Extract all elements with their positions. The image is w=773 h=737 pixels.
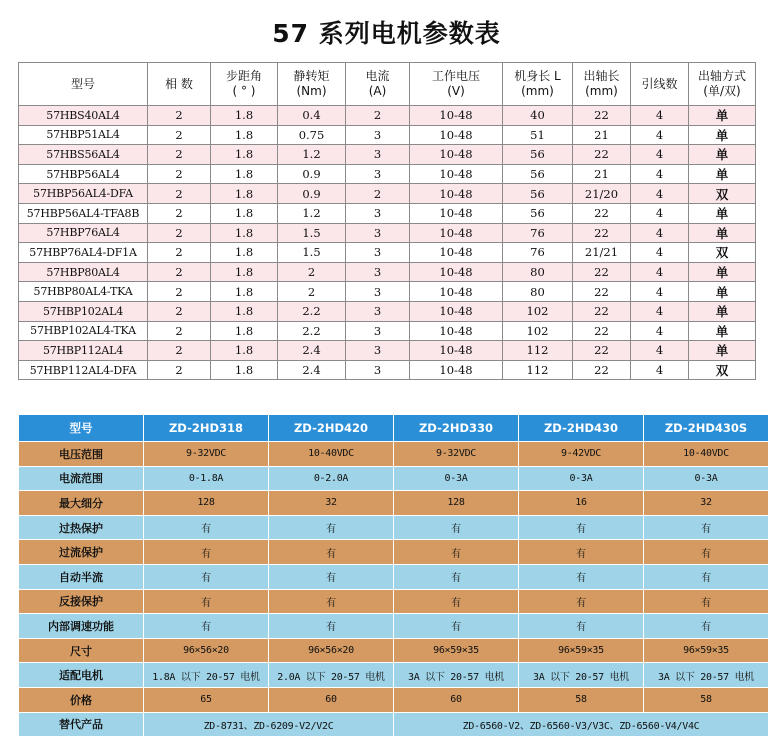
driver-value-cell: 58 <box>519 687 644 712</box>
motor-row <box>19 106 756 126</box>
motor-value-cell: 双 <box>689 184 756 204</box>
motor-value-cell: 单 <box>689 203 756 223</box>
motor-value-cell: 0.75 <box>278 125 346 145</box>
driver-value-cell: 有 <box>269 515 394 540</box>
motor-row <box>19 145 756 165</box>
driver-value-cell: 有 <box>394 515 519 540</box>
motor-value-cell: 2 <box>148 360 211 380</box>
motor-value-cell: 单 <box>689 223 756 243</box>
motor-value-cell: 1.5 <box>278 223 346 243</box>
motor-value-cell: 0.9 <box>278 164 346 184</box>
motor-model-cell: 57HBP102AL4-TKA <box>19 321 148 341</box>
driver-value-cell: 有 <box>394 564 519 589</box>
driver-row-label: 反接保护 <box>19 589 144 614</box>
driver-model-header: ZD-2HD430 <box>519 415 644 442</box>
motor-value-cell: 1.8 <box>211 301 278 321</box>
motor-value-cell: 4 <box>631 301 689 321</box>
motor-value-cell: 22 <box>573 360 631 380</box>
motor-model-cell: 57HBS40AL4 <box>19 106 148 126</box>
motor-header-label: 电流 <box>365 69 390 83</box>
motor-value-cell: 3 <box>346 203 410 223</box>
driver-value-cell: 有 <box>644 589 769 614</box>
driver-value-cell: 96×59×35 <box>394 638 519 663</box>
motor-row <box>19 262 756 282</box>
motor-value-cell: 1.8 <box>211 341 278 361</box>
motor-value-cell: 21/21 <box>573 243 631 263</box>
motor-value-cell: 1.8 <box>211 262 278 282</box>
driver-value-cell: 3A 以下 20-57 电机 <box>519 663 644 688</box>
driver-row <box>19 589 769 614</box>
motor-value-cell: 10-48 <box>410 223 503 243</box>
motor-header-cell <box>346 63 410 106</box>
motor-model-cell: 57HBS56AL4 <box>19 145 148 165</box>
motor-value-cell: 1.8 <box>211 164 278 184</box>
motor-value-cell: 1.8 <box>211 106 278 126</box>
driver-value-cell: 有 <box>269 564 394 589</box>
driver-row <box>19 614 769 639</box>
motor-value-cell: 2 <box>148 341 211 361</box>
driver-value-cell: 有 <box>394 589 519 614</box>
driver-value-cell: 3A 以下 20-57 电机 <box>644 663 769 688</box>
driver-value-cell: 有 <box>394 540 519 565</box>
motor-value-cell: 4 <box>631 125 689 145</box>
driver-row <box>19 687 769 712</box>
driver-row-label: 尺寸 <box>19 638 144 663</box>
motor-value-cell: 10-48 <box>410 203 503 223</box>
motor-header-cell <box>573 63 631 106</box>
motor-value-cell: 3 <box>346 164 410 184</box>
motor-model-cell: 57HBP102AL4 <box>19 301 148 321</box>
driver-row-label: 内部调速功能 <box>19 614 144 639</box>
motor-value-cell: 1.8 <box>211 282 278 302</box>
motor-model-cell: 57HBP80AL4-TKA <box>19 282 148 302</box>
motor-value-cell: 3 <box>346 243 410 263</box>
driver-value-cell: 65 <box>144 687 269 712</box>
motor-model-cell: 57HBP56AL4-TFA8B <box>19 203 148 223</box>
motor-header-cell <box>503 63 573 106</box>
driver-value-cell: 有 <box>269 589 394 614</box>
motor-value-cell: 2.4 <box>278 341 346 361</box>
motor-value-cell: 单 <box>689 164 756 184</box>
motor-value-cell: 22 <box>573 341 631 361</box>
motor-row <box>19 164 756 184</box>
motor-value-cell: 76 <box>503 243 573 263</box>
driver-value-cell: 有 <box>644 564 769 589</box>
motor-header-unit: ( ° ) <box>232 84 256 98</box>
motor-value-cell: 2 <box>148 282 211 302</box>
driver-value-cell: 有 <box>144 564 269 589</box>
motor-value-cell: 1.2 <box>278 145 346 165</box>
motor-value-cell: 10-48 <box>410 243 503 263</box>
driver-value-cell: 有 <box>144 589 269 614</box>
driver-row <box>19 663 769 688</box>
motor-header-unit: (A) <box>368 84 387 98</box>
motor-value-cell: 56 <box>503 145 573 165</box>
driver-value-cell: 58 <box>644 687 769 712</box>
motor-value-cell: 10-48 <box>410 301 503 321</box>
motor-value-cell: 3 <box>346 301 410 321</box>
motor-value-cell: 1.8 <box>211 184 278 204</box>
driver-row-label: 过流保护 <box>19 540 144 565</box>
motor-value-cell: 2.4 <box>278 360 346 380</box>
motor-spec-table <box>18 62 756 380</box>
driver-row <box>19 466 769 491</box>
motor-value-cell: 2 <box>148 145 211 165</box>
motor-value-cell: 3 <box>346 282 410 302</box>
motor-value-cell: 4 <box>631 321 689 341</box>
motor-value-cell: 2 <box>148 164 211 184</box>
driver-value-cell: 32 <box>644 491 769 516</box>
motor-value-cell: 102 <box>503 301 573 321</box>
motor-value-cell: 80 <box>503 282 573 302</box>
motor-value-cell: 56 <box>503 184 573 204</box>
motor-value-cell: 22 <box>573 203 631 223</box>
motor-value-cell: 单 <box>689 145 756 165</box>
driver-row <box>19 515 769 540</box>
driver-value-cell: 有 <box>644 614 769 639</box>
motor-model-cell: 57HBP51AL4 <box>19 125 148 145</box>
motor-model-cell: 57HBP76AL4-DF1A <box>19 243 148 263</box>
motor-value-cell: 2 <box>148 262 211 282</box>
motor-value-cell: 22 <box>573 321 631 341</box>
motor-value-cell: 4 <box>631 106 689 126</box>
motor-value-cell: 1.8 <box>211 125 278 145</box>
motor-value-cell: 21 <box>573 164 631 184</box>
motor-header-unit: (mm) <box>585 84 618 98</box>
motor-value-cell: 4 <box>631 145 689 165</box>
motor-header-cell <box>410 63 503 106</box>
driver-value-cell: 2.0A 以下 20-57 电机 <box>269 663 394 688</box>
motor-value-cell: 1.2 <box>278 203 346 223</box>
motor-value-cell: 3 <box>346 360 410 380</box>
motor-value-cell: 单 <box>689 341 756 361</box>
motor-value-cell: 2 <box>148 223 211 243</box>
motor-model-cell: 57HBP56AL4-DFA <box>19 184 148 204</box>
driver-value-cell: 1.8A 以下 20-57 电机 <box>144 663 269 688</box>
motor-value-cell: 22 <box>573 145 631 165</box>
motor-value-cell: 10-48 <box>410 164 503 184</box>
driver-spec-table <box>18 414 769 737</box>
motor-value-cell: 2 <box>148 125 211 145</box>
motor-value-cell: 4 <box>631 282 689 302</box>
driver-value-cell: 有 <box>144 540 269 565</box>
motor-value-cell: 2 <box>148 243 211 263</box>
motor-value-cell: 10-48 <box>410 145 503 165</box>
motor-value-cell: 10-48 <box>410 262 503 282</box>
motor-value-cell: 51 <box>503 125 573 145</box>
motor-header-label: 静转矩 <box>293 69 330 83</box>
motor-value-cell: 单 <box>689 301 756 321</box>
driver-value-cell: 9-32VDC <box>144 442 269 467</box>
driver-row <box>19 638 769 663</box>
motor-value-cell: 76 <box>503 223 573 243</box>
motor-value-cell: 2 <box>278 262 346 282</box>
motor-header-unit: (V) <box>447 84 465 98</box>
driver-row <box>19 540 769 565</box>
motor-value-cell: 2 <box>148 184 211 204</box>
motor-value-cell: 112 <box>503 341 573 361</box>
motor-value-cell: 112 <box>503 360 573 380</box>
motor-value-cell: 10-48 <box>410 360 503 380</box>
motor-header-unit: (单/双) <box>703 84 741 98</box>
driver-value-cell: 有 <box>519 540 644 565</box>
motor-value-cell: 4 <box>631 164 689 184</box>
driver-replacement-row <box>19 712 769 737</box>
driver-row-label: 替代产品 <box>19 712 144 737</box>
driver-value-cell: 32 <box>269 491 394 516</box>
motor-header-cell <box>148 63 211 106</box>
motor-value-cell: 10-48 <box>410 184 503 204</box>
motor-value-cell: 3 <box>346 223 410 243</box>
driver-value-cell: 有 <box>144 515 269 540</box>
driver-value-cell: 有 <box>519 564 644 589</box>
motor-value-cell: 2 <box>148 106 211 126</box>
driver-value-cell: 10-40VDC <box>644 442 769 467</box>
driver-row <box>19 442 769 467</box>
motor-value-cell: 56 <box>503 203 573 223</box>
motor-header-label: 型号 <box>70 76 95 91</box>
motor-value-cell: 4 <box>631 262 689 282</box>
motor-value-cell: 单 <box>689 125 756 145</box>
motor-model-cell: 57HBP112AL4 <box>19 341 148 361</box>
driver-value-cell: 96×59×35 <box>644 638 769 663</box>
motor-value-cell: 1.8 <box>211 203 278 223</box>
motor-value-cell: 4 <box>631 223 689 243</box>
motor-row <box>19 341 756 361</box>
motor-value-cell: 80 <box>503 262 573 282</box>
driver-value-cell: 60 <box>394 687 519 712</box>
motor-header-label: 出轴方式 <box>697 69 746 83</box>
driver-value-cell: 有 <box>519 515 644 540</box>
driver-row-label: 适配电机 <box>19 663 144 688</box>
driver-value-cell: 有 <box>519 614 644 639</box>
motor-value-cell: 4 <box>631 360 689 380</box>
driver-row-label: 电压范围 <box>19 442 144 467</box>
driver-row-label: 自动半流 <box>19 564 144 589</box>
motor-value-cell: 2.2 <box>278 321 346 341</box>
driver-value-cell: 10-40VDC <box>269 442 394 467</box>
motor-model-cell: 57HBP112AL4-DFA <box>19 360 148 380</box>
driver-value-cell: 有 <box>144 614 269 639</box>
driver-value-cell: 有 <box>644 515 769 540</box>
motor-value-cell: 2 <box>148 203 211 223</box>
driver-row-label: 电流范围 <box>19 466 144 491</box>
motor-value-cell: 40 <box>503 106 573 126</box>
driver-model-header: ZD-2HD330 <box>394 415 519 442</box>
driver-value-cell: 3A 以下 20-57 电机 <box>394 663 519 688</box>
motor-header-label: 相 数 <box>165 76 193 91</box>
motor-model-cell: 57HBP56AL4 <box>19 164 148 184</box>
motor-value-cell: 单 <box>689 262 756 282</box>
motor-value-cell: 1.8 <box>211 321 278 341</box>
motor-header-cell <box>689 63 756 106</box>
driver-value-cell: 96×59×35 <box>519 638 644 663</box>
driver-row-label: 最大细分 <box>19 491 144 516</box>
motor-model-cell: 57HBP76AL4 <box>19 223 148 243</box>
motor-row <box>19 223 756 243</box>
motor-header-cell <box>211 63 278 106</box>
motor-value-cell: 10-48 <box>410 106 503 126</box>
driver-value-cell: 0-2.0A <box>269 466 394 491</box>
motor-value-cell: 1.8 <box>211 360 278 380</box>
motor-row <box>19 203 756 223</box>
driver-value-cell: 有 <box>394 614 519 639</box>
driver-value-cell: 9-42VDC <box>519 442 644 467</box>
driver-value-cell: 0-3A <box>519 466 644 491</box>
motor-value-cell: 22 <box>573 106 631 126</box>
motor-value-cell: 0.9 <box>278 184 346 204</box>
motor-header-label: 引线数 <box>641 76 678 91</box>
motor-value-cell: 单 <box>689 106 756 126</box>
motor-value-cell: 21 <box>573 125 631 145</box>
motor-value-cell: 10-48 <box>410 321 503 341</box>
motor-value-cell: 单 <box>689 282 756 302</box>
motor-header-label: 步距角 <box>225 69 262 83</box>
motor-value-cell: 3 <box>346 125 410 145</box>
motor-header-unit: (mm) <box>521 84 554 98</box>
driver-value-cell: 128 <box>144 491 269 516</box>
motor-value-cell: 2 <box>278 282 346 302</box>
motor-header-unit: (Nm) <box>296 84 327 98</box>
driver-row-label: 过热保护 <box>19 515 144 540</box>
motor-value-cell: 10-48 <box>410 282 503 302</box>
motor-value-cell: 2 <box>148 301 211 321</box>
driver-row <box>19 491 769 516</box>
driver-value-cell: 128 <box>394 491 519 516</box>
motor-value-cell: 10-48 <box>410 125 503 145</box>
motor-value-cell: 1.8 <box>211 243 278 263</box>
motor-value-cell: 2 <box>346 106 410 126</box>
motor-value-cell: 双 <box>689 243 756 263</box>
motor-value-cell: 3 <box>346 262 410 282</box>
motor-header-cell <box>631 63 689 106</box>
motor-value-cell: 单 <box>689 321 756 341</box>
driver-header-label: 型号 <box>19 415 144 442</box>
driver-model-header: ZD-2HD430S <box>644 415 769 442</box>
motor-value-cell: 22 <box>573 262 631 282</box>
motor-row <box>19 321 756 341</box>
motor-value-cell: 4 <box>631 184 689 204</box>
driver-value-cell: 0-3A <box>394 466 519 491</box>
driver-value-cell: 有 <box>269 614 394 639</box>
motor-row <box>19 125 756 145</box>
page-title: 57 系列电机参数表 <box>272 19 501 48</box>
motor-value-cell: 双 <box>689 360 756 380</box>
motor-value-cell: 4 <box>631 203 689 223</box>
driver-model-header: ZD-2HD318 <box>144 415 269 442</box>
motor-row <box>19 301 756 321</box>
replacement-right: ZD-6560-V2、ZD-6560-V3/V3C、ZD-6560-V4/V4C <box>394 712 769 737</box>
driver-value-cell: 0-1.8A <box>144 466 269 491</box>
motor-value-cell: 22 <box>573 282 631 302</box>
motor-header-label: 机身长 L <box>514 69 561 83</box>
motor-header-label: 工作电压 <box>431 69 480 83</box>
motor-row <box>19 184 756 204</box>
motor-value-cell: 10-48 <box>410 341 503 361</box>
motor-row <box>19 360 756 380</box>
driver-value-cell: 96×56×20 <box>269 638 394 663</box>
driver-value-cell: 0-3A <box>644 466 769 491</box>
driver-value-cell: 有 <box>269 540 394 565</box>
motor-value-cell: 56 <box>503 164 573 184</box>
motor-value-cell: 1.5 <box>278 243 346 263</box>
motor-value-cell: 2 <box>346 184 410 204</box>
motor-value-cell: 3 <box>346 341 410 361</box>
driver-row <box>19 564 769 589</box>
motor-value-cell: 21/20 <box>573 184 631 204</box>
replacement-left: ZD-8731、ZD-6209-V2/V2C <box>144 712 394 737</box>
motor-value-cell: 2.2 <box>278 301 346 321</box>
motor-value-cell: 1.8 <box>211 145 278 165</box>
motor-value-cell: 22 <box>573 223 631 243</box>
driver-value-cell: 16 <box>519 491 644 516</box>
motor-value-cell: 102 <box>503 321 573 341</box>
driver-value-cell: 有 <box>519 589 644 614</box>
driver-value-cell: 60 <box>269 687 394 712</box>
motor-model-cell: 57HBP80AL4 <box>19 262 148 282</box>
driver-value-cell: 有 <box>644 540 769 565</box>
motor-value-cell: 4 <box>631 341 689 361</box>
motor-header-cell <box>19 63 148 106</box>
motor-value-cell: 0.4 <box>278 106 346 126</box>
motor-header-label: 出轴长 <box>583 69 620 83</box>
driver-value-cell: 96×56×20 <box>144 638 269 663</box>
driver-row-label: 价格 <box>19 687 144 712</box>
motor-value-cell: 22 <box>573 301 631 321</box>
motor-row <box>19 243 756 263</box>
motor-value-cell: 2 <box>148 321 211 341</box>
motor-value-cell: 4 <box>631 243 689 263</box>
motor-value-cell: 1.8 <box>211 223 278 243</box>
driver-model-header: ZD-2HD420 <box>269 415 394 442</box>
motor-header-cell <box>278 63 346 106</box>
motor-row <box>19 282 756 302</box>
motor-value-cell: 3 <box>346 321 410 341</box>
motor-value-cell: 3 <box>346 145 410 165</box>
driver-value-cell: 9-32VDC <box>394 442 519 467</box>
